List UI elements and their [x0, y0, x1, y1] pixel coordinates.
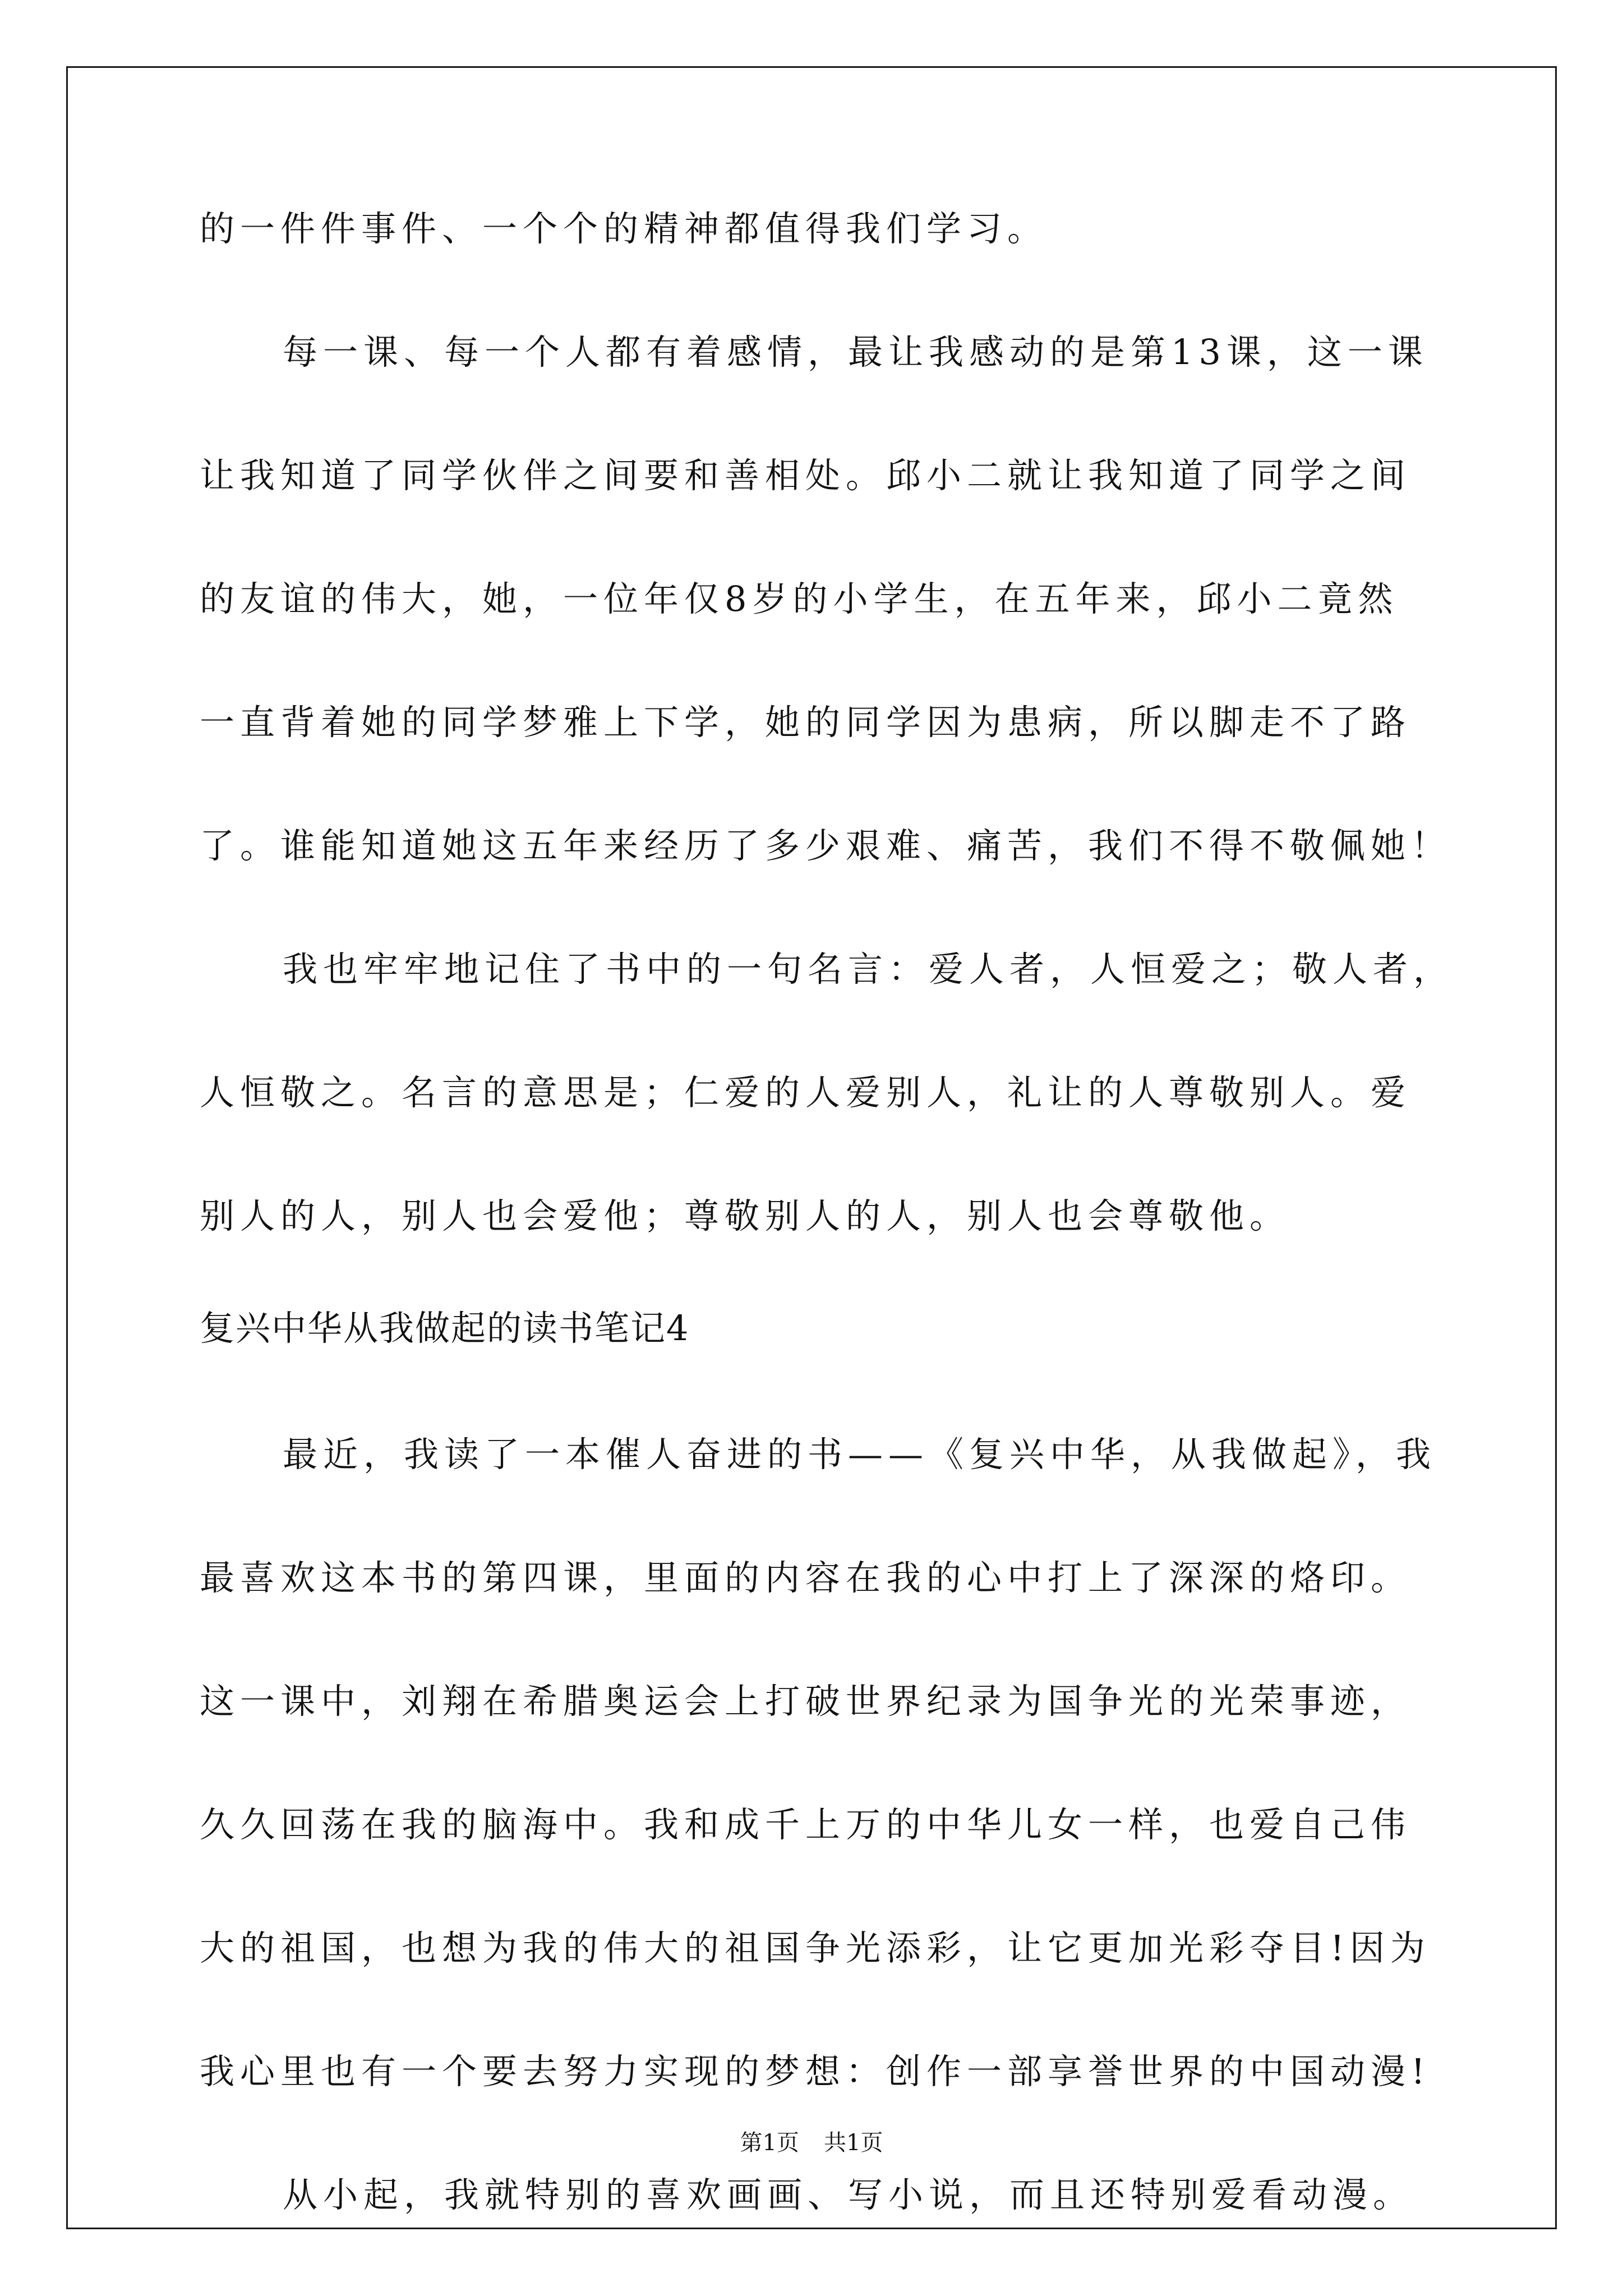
paragraph-line-3: 让我知道了同学伙伴之间要和善相处。邱小二就让我知道了同学之间	[200, 455, 1412, 496]
paragraph-line-6: 了。谁能知道她这五年来经历了多少艰难、痛苦，我们不得不敬佩她！	[200, 825, 1452, 866]
paragraph-line-1: 的一件件事件、一个个的精神都值得我们学习。	[200, 208, 1048, 249]
page-footer	[0, 2129, 1623, 2157]
page-frame	[66, 66, 1557, 2229]
paragraph-line-15: 我心里也有一个要去努力实现的梦想：创作一部享誉世界的中国动漫!	[200, 2051, 1431, 2092]
page-total: 共1页	[824, 2130, 883, 2156]
paragraph-line-7: 我也牢牢地记住了书中的一句名言：爱人者，人恒爱之；敬人者，	[283, 949, 1454, 990]
paragraph-line-13: 久久回荡在我的脑海中。我和成千上万的中华儿女一样，也爱自己伟	[200, 1804, 1412, 1845]
paragraph-line-10: 最近，我读了一本催人奋进的书——《复兴中华，从我做起》，我	[283, 1434, 1437, 1475]
paragraph-line-12: 这一课中，刘翔在希腊奥运会上打破世界纪录为国争光的光荣事迹，	[200, 1681, 1412, 1722]
paragraph-line-2: 每一课、每一个人都有着感情，最让我感动的是第13课，这一课	[283, 332, 1428, 372]
page-number: 第1页	[740, 2130, 799, 2156]
paragraph-line-14: 大的祖国，也想为我的伟大的祖国争光添彩，让它更加光彩夺目!因为	[200, 1927, 1431, 1968]
paragraph-line-16: 从小起，我就特别的喜欢画画、写小说，而且还特别爱看动漫。	[283, 2174, 1414, 2215]
paragraph-line-4: 的友谊的伟大，她，一位年仅8岁的小学生，在五年来，邱小二竟然	[200, 578, 1399, 619]
paragraph-line-5: 一直背着她的同学梦雅上下学，她的同学因为患病，所以脚走不了路	[200, 702, 1412, 743]
paragraph-line-9: 别人的人，别人也会爱他；尊敬别人的人，别人也会尊敬他。	[200, 1195, 1290, 1236]
section-heading: 复兴中华从我做起的读书笔记4	[200, 1308, 690, 1349]
paragraph-line-8: 人恒敬之。名言的意思是；仁爱的人爱别人，礼让的人尊敬别人。爱	[200, 1072, 1412, 1113]
paragraph-line-11: 最喜欢这本书的第四课，里面的内容在我的心中打上了深深的烙印。	[200, 1557, 1412, 1598]
